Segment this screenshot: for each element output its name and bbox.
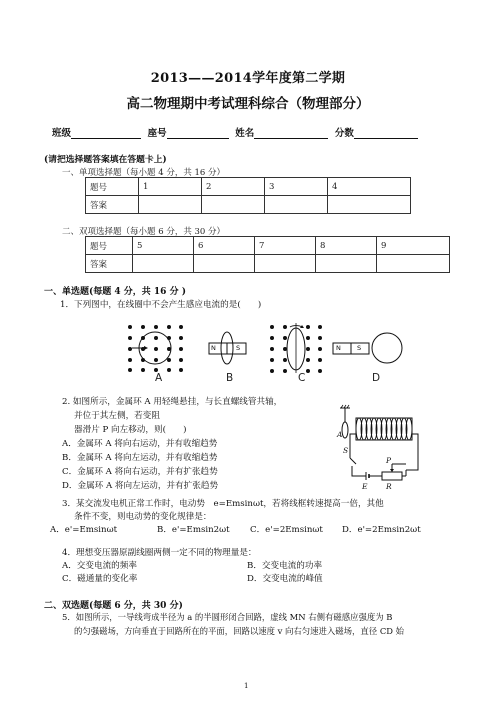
question-number-cell: 8 <box>316 237 377 255</box>
single-choice-answer-table <box>85 177 411 214</box>
question-5-line-1: 5．如图所示，一导线弯成半径为 a 的半圆形闭合回路，虚线 MN 右侧有磁感应强度为 B <box>62 612 393 622</box>
answer-note: (请把选择题答案填在答题卡上) <box>44 155 167 165</box>
question-2-line-1: 2. 如图所示，金属环 A 用轻绳悬挂，与长直螺线管共轴， <box>62 397 283 407</box>
answer-cell[interactable] <box>255 255 316 273</box>
page-number: 1 <box>244 682 249 690</box>
question-4-option-a: A．交变电流的频率 <box>62 561 137 571</box>
answer-cell[interactable] <box>133 255 194 273</box>
row-label-number: 题号 <box>86 178 139 196</box>
question-number-cell: 3 <box>265 178 328 196</box>
name-label: 姓名 <box>235 128 255 139</box>
double-choice-sheet-title: 二、双项选择题（每小题 6 分，共 30 分） <box>62 227 226 237</box>
switch-s-label: S <box>343 446 349 455</box>
row-label-answer: 答案 <box>86 196 139 214</box>
question-1-text: 1．下列图中，在线圈中不会产生感应电流的是( ) <box>60 300 262 310</box>
student-info-row <box>52 125 418 139</box>
answer-cell[interactable] <box>194 255 255 273</box>
slider-p-label: P <box>386 456 392 465</box>
question-3-option-a: A．e'=Emsinωt <box>50 525 118 535</box>
question-number-cell: 2 <box>202 178 265 196</box>
question-3-line-2: 条件不变，则电动势的变化规律是： <box>74 512 212 522</box>
question-number-cell: 9 <box>377 237 450 255</box>
row-label-answer: 答案 <box>86 255 133 273</box>
exam-subject-title: 高二物理期中考试理科综合（物理部分） <box>126 96 370 112</box>
score-label: 分数 <box>334 128 354 139</box>
section1-heading: 一、单选题(每题 4 分，共 16 分 ) <box>44 287 186 297</box>
score-blank[interactable] <box>354 128 418 139</box>
seat-label: 座号 <box>147 128 167 139</box>
question-3-option-c: C．e'=2Emsinωt <box>250 525 323 535</box>
seat-blank[interactable] <box>167 128 229 139</box>
question-3-option-b: B．e'=Emsin2ωt <box>157 525 230 535</box>
question-5-line-2: 的匀强磁场，方向垂直于回路所在的平面，回路以速度 v 向右匀速进入磁场，直径 CD 始 <box>74 626 405 636</box>
question-2-option-b: B．金属环 A 将向左运动，并有收缩趋势 <box>62 453 218 463</box>
question-number-cell: 7 <box>255 237 316 255</box>
q1-figure-a <box>126 323 184 373</box>
question-number-cell: 5 <box>133 237 194 255</box>
q1-figure-c <box>268 322 324 374</box>
question-4-option-d: D．交变电流的峰值 <box>247 574 323 584</box>
class-label: 班级 <box>52 128 72 139</box>
table-row <box>86 237 450 255</box>
figure-label-d: D <box>372 372 381 384</box>
question-4-option-b: B．交变电流的功率 <box>247 561 323 571</box>
question-2-option-d: D．金属环 A 将向左运动，并有扩张趋势 <box>62 481 219 491</box>
magnet-s-label-d: S <box>357 344 362 352</box>
question-4-option-c: C．磁通量的变化率 <box>62 574 138 584</box>
magnet-n-label-d: N <box>336 344 341 352</box>
rheostat-r-label: R <box>386 482 392 491</box>
row-label-number: 题号 <box>86 237 133 255</box>
answer-cell[interactable] <box>139 196 202 214</box>
class-blank[interactable] <box>71 128 141 139</box>
figure-label-a: A <box>155 372 163 384</box>
question-3-line-1: 3．某交流发电机正常工作时，电动势 e=Emsinωt，若将线框转速提高一倍，其他 <box>62 499 384 509</box>
figure-label-b: B <box>226 372 234 384</box>
answer-cell[interactable] <box>265 196 328 214</box>
section2-heading: 二、双选题(每题 6 分，共 30 分) <box>44 601 183 611</box>
double-choice-answer-table <box>85 236 450 273</box>
name-blank[interactable] <box>254 128 328 139</box>
question-2-option-a: A．金属环 A 将向右运动，并有收缩趋势 <box>62 439 218 449</box>
question-2-line-3: 器滑片 P 向左移动，则( ) <box>74 425 187 435</box>
question-3-option-d: D．e'=2Emsin2ωt <box>342 525 421 535</box>
magnet-s-label-b: S <box>236 344 241 352</box>
table-row <box>86 255 450 273</box>
answer-cell[interactable] <box>202 196 265 214</box>
table-row <box>86 196 411 214</box>
question-number-cell: 4 <box>328 178 411 196</box>
answer-cell[interactable] <box>377 255 450 273</box>
magnet-n-label-b: N <box>211 344 216 352</box>
figure-label-c: C <box>298 372 306 384</box>
ring-a-label: A <box>337 430 343 439</box>
answer-cell[interactable] <box>328 196 411 214</box>
exam-term-title: 2013——2014学年度第二学期 <box>150 71 346 86</box>
question-2-line-2: 并位于其左侧，若变阻 <box>74 411 160 421</box>
question-number-cell: 6 <box>194 237 255 255</box>
question-number-cell: 1 <box>139 178 202 196</box>
q1-figure-d <box>332 330 404 366</box>
answer-cell[interactable] <box>316 255 377 273</box>
question-4-text: 4．理想变压器原副线圈两侧一定不同的物理量是： <box>62 548 257 558</box>
battery-e-label: E <box>362 482 368 491</box>
single-choice-sheet-title: 一、单项选择题（每小题 4 分，共 16 分） <box>62 168 226 178</box>
question-2-option-c: C．金属环 A 将向右运动，并有扩张趋势 <box>62 467 218 477</box>
table-row <box>86 178 411 196</box>
